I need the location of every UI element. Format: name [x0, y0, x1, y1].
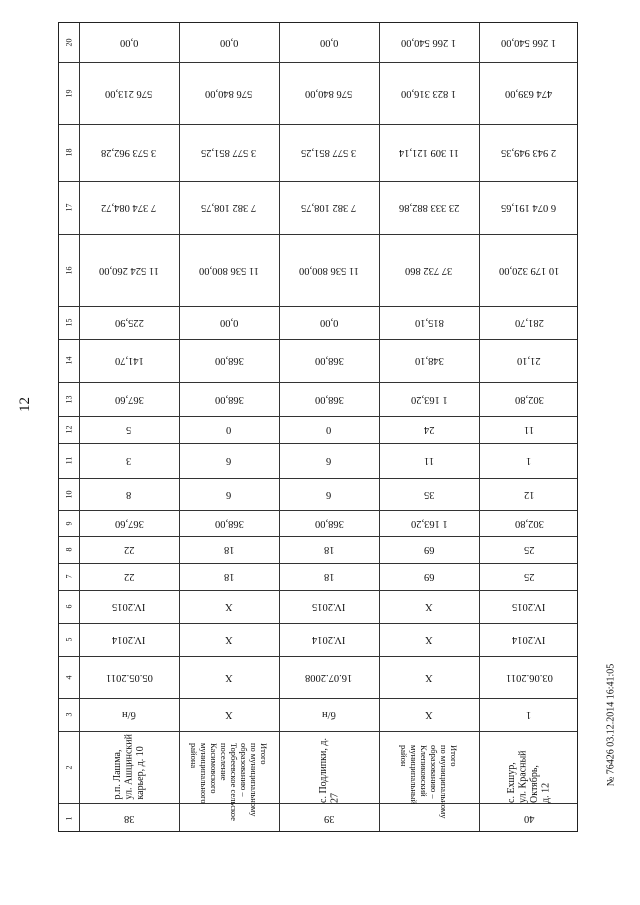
table-cell	[479, 590, 579, 623]
table-cell	[179, 23, 279, 62]
table-cell-value: 815,10	[414, 317, 444, 328]
table-cell-value: X	[225, 634, 233, 645]
table-cell-value: 18	[323, 571, 335, 582]
table-cell-value: IV.2014	[112, 634, 146, 645]
row-divider	[379, 731, 477, 732]
table-cell-value: 21,10	[517, 355, 541, 366]
table-cell	[179, 478, 279, 510]
table-cell	[179, 306, 279, 339]
table-cell	[179, 124, 279, 181]
table-cell-value: 7 374 084,72	[101, 202, 157, 213]
table-cell	[479, 563, 579, 590]
table-cell-value: 1	[526, 709, 532, 720]
table-cell	[479, 656, 579, 698]
table-cell-value: 6 074 191,65	[501, 202, 557, 213]
column-number	[59, 443, 79, 478]
table-cell-value: 10 179 320,00	[498, 264, 560, 276]
address-text: с. Ехшур, ул. Красный Октябрь, д. 12	[506, 750, 552, 803]
column-number-label: 18	[64, 148, 74, 157]
column-number-label: 12	[64, 425, 74, 434]
table-cell	[79, 62, 179, 124]
table-cell-value: 1 823 316,00	[401, 87, 457, 99]
data-table	[58, 22, 578, 832]
column-number-label: 10	[64, 490, 74, 498]
table-cell	[79, 803, 179, 833]
table-cell-value: 302,80	[514, 393, 544, 405]
table-cell	[79, 656, 179, 698]
table-cell-value: 1	[526, 455, 532, 466]
table-cell-value: 3 577 851,25	[201, 147, 257, 158]
column-number-label: 20	[64, 38, 74, 47]
table-cell	[179, 698, 279, 731]
column-number	[59, 698, 79, 731]
table-cell-value: 18	[223, 571, 235, 582]
table-cell-value: 39	[323, 812, 335, 824]
table-cell-value: 18	[223, 544, 235, 555]
column-number-label: 16	[64, 266, 74, 274]
column-number-label: 1	[64, 816, 74, 820]
table-cell	[279, 339, 379, 382]
column-number-label: 15	[64, 318, 74, 327]
column-number-label: 6	[64, 604, 74, 609]
column-number	[59, 623, 79, 656]
table-cell	[79, 382, 179, 416]
column-number	[59, 124, 79, 181]
table-cell	[379, 536, 479, 563]
table-cell-value: 281,70	[514, 317, 544, 328]
table-cell-value: 0,00	[219, 317, 239, 328]
column-number	[59, 590, 79, 623]
table-cell	[79, 124, 179, 181]
table-cell-value: 6	[226, 488, 232, 500]
table-cell	[479, 62, 579, 124]
column-number	[59, 656, 79, 698]
table-cell-value: 6	[226, 455, 232, 466]
table-cell-value: X	[225, 601, 233, 612]
table-cell-value: 0,00	[319, 317, 339, 328]
table-cell-value: 11 536 800,00	[199, 264, 259, 276]
table-cell-value: 2 943 949,35	[501, 147, 557, 158]
table-cell	[179, 536, 279, 563]
row-divider	[179, 731, 277, 732]
column-number-label: 7	[64, 574, 74, 579]
table-cell-value: 368,00	[314, 393, 344, 405]
table-cell	[279, 590, 379, 623]
column-number	[59, 803, 79, 833]
table-cell	[79, 536, 179, 563]
table-cell-value: 05.05.2011	[105, 671, 153, 683]
table-cell	[79, 339, 179, 382]
column-number-label: 8	[64, 547, 74, 552]
total-row-label-text: Итого по муниципальному образованию – Торбеевское сельское поселение Касимовского муниципального района	[189, 743, 269, 821]
table-cell-value: 1 266 540,00	[401, 37, 457, 48]
table-cell-value: 35	[423, 488, 435, 500]
table-cell	[179, 623, 279, 656]
table-cell-value: 69	[423, 571, 435, 582]
table-cell	[179, 339, 279, 382]
table-cell-value: X	[425, 634, 433, 645]
table-cell-value: 1 163,20	[410, 517, 448, 529]
table-cell-value: 0	[326, 424, 332, 435]
table-cell-value: 18	[323, 544, 335, 555]
table-cell-value: 6	[326, 455, 332, 466]
table-cell	[379, 563, 479, 590]
table-cell	[79, 181, 179, 234]
table-cell	[379, 698, 479, 731]
table-cell-value: 368,00	[314, 517, 344, 529]
table-cell-value: 576 213,00	[105, 87, 153, 99]
table-cell	[179, 590, 279, 623]
table-cell	[179, 382, 279, 416]
table-cell-value: 40	[523, 812, 535, 824]
table-cell	[179, 563, 279, 590]
table-cell-value: IV.2014	[312, 634, 346, 645]
table-cell-value: 11 309 121,14	[399, 147, 459, 158]
table-cell	[379, 623, 479, 656]
table-cell	[379, 124, 479, 181]
column-number-label: 17	[64, 203, 74, 212]
table-cell	[279, 416, 379, 443]
table-cell	[279, 443, 379, 478]
column-number-label: 9	[64, 521, 74, 525]
table-cell	[379, 181, 479, 234]
table-cell	[279, 382, 379, 416]
table-cell	[279, 623, 379, 656]
table-cell	[479, 478, 579, 510]
table-cell-value: 16.07.2008	[305, 671, 353, 683]
table-cell	[179, 656, 279, 698]
table-cell-value: 11 524 260,00	[99, 264, 159, 276]
table-cell-value: 0,00	[119, 37, 139, 48]
table-cell	[279, 62, 379, 124]
table-cell-value: 3 573 962,28	[101, 147, 157, 158]
table-cell-value: 367,60	[114, 517, 144, 529]
table-cell	[279, 563, 379, 590]
table-cell	[479, 416, 579, 443]
table-cell	[379, 234, 479, 306]
table-cell	[479, 698, 579, 731]
table-cell-value: 37 732 860	[405, 264, 453, 276]
table-cell-value: 3 577 851,25	[301, 147, 357, 158]
table-cell	[479, 339, 579, 382]
table-cell-value: 11	[423, 455, 435, 466]
table-cell-value: 11 536 800,00	[299, 264, 359, 276]
column-number	[59, 181, 79, 234]
table-cell-value: 225,90	[114, 317, 144, 328]
table-cell-value: 0,00	[219, 37, 239, 48]
address-text: с. Подлипки, д. 27	[317, 738, 340, 803]
table-cell	[479, 803, 579, 833]
table-cell-value: 25	[523, 571, 535, 582]
table-cell	[279, 656, 379, 698]
table-cell	[179, 181, 279, 234]
table-cell	[79, 234, 179, 306]
column-number	[59, 62, 79, 124]
table-cell-value: 368,00	[214, 517, 244, 529]
table-cell	[479, 124, 579, 181]
column-number	[59, 731, 79, 803]
address-cell	[279, 731, 379, 803]
address-cell	[79, 731, 179, 803]
table-cell	[279, 698, 379, 731]
table-cell-value: 0,00	[319, 37, 339, 48]
table-cell	[479, 181, 579, 234]
table-cell	[79, 306, 179, 339]
table-cell	[279, 124, 379, 181]
table-cell	[379, 478, 479, 510]
table-cell	[379, 62, 479, 124]
table-cell	[179, 416, 279, 443]
table-cell-value: 1 163,20	[410, 393, 448, 405]
address-text: р.п. Лашма, ул. Ашцинский карьер, д. 10	[111, 734, 146, 800]
table-cell	[179, 443, 279, 478]
registration-stamp-text: № 76426 03.12.2014 16:41:05	[605, 663, 617, 787]
column-number-label: 3	[64, 712, 74, 717]
column-number	[59, 510, 79, 536]
table-cell-value: 367,60	[114, 393, 144, 405]
table-cell-value: 0	[226, 424, 232, 435]
table-cell-value: 141,70	[114, 355, 144, 366]
table-cell-value: IV.2014	[512, 634, 546, 645]
table-cell	[79, 443, 179, 478]
table-cell-value: 368,00	[214, 355, 244, 366]
table-cell-value: 24	[423, 424, 435, 435]
address-cell	[479, 731, 579, 803]
table-cell	[479, 623, 579, 656]
table-cell	[379, 590, 479, 623]
table-cell	[179, 510, 279, 536]
registration-stamp	[604, 600, 618, 850]
table-cell	[279, 181, 379, 234]
page-number: 12	[17, 397, 33, 412]
table-cell-value: X	[225, 671, 233, 683]
table-cell-value: 7 382 108,75	[201, 202, 257, 213]
table-cell-value: б/н	[122, 709, 136, 720]
table-cell	[179, 62, 279, 124]
table-cell	[479, 306, 579, 339]
table-cell-value: б/н	[322, 709, 336, 720]
table-cell-value: 23 333 882,86	[398, 202, 460, 213]
table-cell-value: 38	[123, 812, 135, 824]
total-row-label	[379, 731, 479, 833]
table-cell-value: 368,00	[314, 355, 344, 366]
table-cell	[79, 698, 179, 731]
table-cell-value: 3	[126, 455, 132, 466]
table-cell-value: 474 639,00	[505, 87, 553, 99]
table-cell-value: IV.2015	[512, 601, 546, 612]
table-cell	[179, 234, 279, 306]
table-cell	[379, 656, 479, 698]
column-number	[59, 563, 79, 590]
table-cell	[379, 306, 479, 339]
column-number	[59, 234, 79, 306]
table-cell	[379, 510, 479, 536]
table-cell	[379, 416, 479, 443]
table-cell	[479, 23, 579, 62]
table-cell	[379, 443, 479, 478]
table-cell	[379, 382, 479, 416]
column-number-label: 11	[64, 456, 74, 465]
table-cell	[479, 510, 579, 536]
table-cell	[79, 590, 179, 623]
table-cell	[79, 416, 179, 443]
column-number	[59, 478, 79, 510]
column-number-label: 19	[64, 89, 74, 97]
table-cell-value: 576 840,00	[205, 87, 253, 99]
table-cell-value: 25	[523, 544, 535, 555]
column-number-label: 14	[64, 356, 74, 365]
table-cell	[279, 478, 379, 510]
table-cell-value: 22	[123, 571, 135, 582]
table-cell-value: 11	[523, 424, 535, 435]
table-cell-value: 348,10	[414, 355, 444, 366]
table-cell	[479, 536, 579, 563]
column-number-label: 13	[64, 395, 74, 403]
table-cell	[279, 234, 379, 306]
table-cell-value: X	[425, 601, 433, 612]
table-cell	[79, 478, 179, 510]
table-cell-value: 8	[126, 488, 132, 500]
table-cell	[279, 536, 379, 563]
table-cell-value: 1 266 540,00	[501, 37, 557, 48]
table-cell	[79, 623, 179, 656]
table-cell-value: 22	[123, 544, 135, 555]
table-cell	[479, 234, 579, 306]
table-cell	[479, 382, 579, 416]
column-number-label: 5	[64, 637, 74, 642]
table-cell	[479, 443, 579, 478]
table-cell	[279, 306, 379, 339]
table-cell-value: 302,80	[514, 517, 544, 529]
table-cell-value: IV.2015	[112, 601, 146, 612]
table-cell	[379, 339, 479, 382]
table-cell	[79, 23, 179, 62]
column-number	[59, 339, 79, 382]
column-number	[59, 416, 79, 443]
table-cell-value: 69	[423, 544, 435, 555]
table-cell-value: 03.06.2011	[505, 671, 553, 683]
column-number	[59, 536, 79, 563]
table-cell-value: IV.2015	[312, 601, 346, 612]
column-number	[59, 306, 79, 339]
table-cell-value: 6	[326, 488, 332, 500]
table-cell	[279, 23, 379, 62]
column-number-label: 2	[64, 765, 74, 769]
table-cell-value: 12	[523, 488, 535, 500]
table-cell-value: X	[425, 671, 433, 683]
total-row-label-text: Итого по муниципальному образованию – Клепиковский муниципальный район	[399, 745, 459, 819]
table-cell-value: 7 382 108,75	[301, 202, 357, 213]
table-cell	[279, 510, 379, 536]
column-number-label: 4	[64, 675, 74, 679]
table-cell	[279, 803, 379, 833]
table-cell-value: 368,00	[214, 393, 244, 405]
table-cell-value: X	[425, 709, 433, 720]
table-cell-value: X	[225, 709, 233, 720]
column-number	[59, 23, 79, 62]
table-cell	[379, 23, 479, 62]
table-cell-value: 576 840,00	[305, 87, 353, 99]
table-cell	[79, 563, 179, 590]
column-number	[59, 382, 79, 416]
table-cell	[79, 510, 179, 536]
table-cell-value: 5	[126, 424, 132, 435]
total-row-label	[179, 731, 279, 833]
